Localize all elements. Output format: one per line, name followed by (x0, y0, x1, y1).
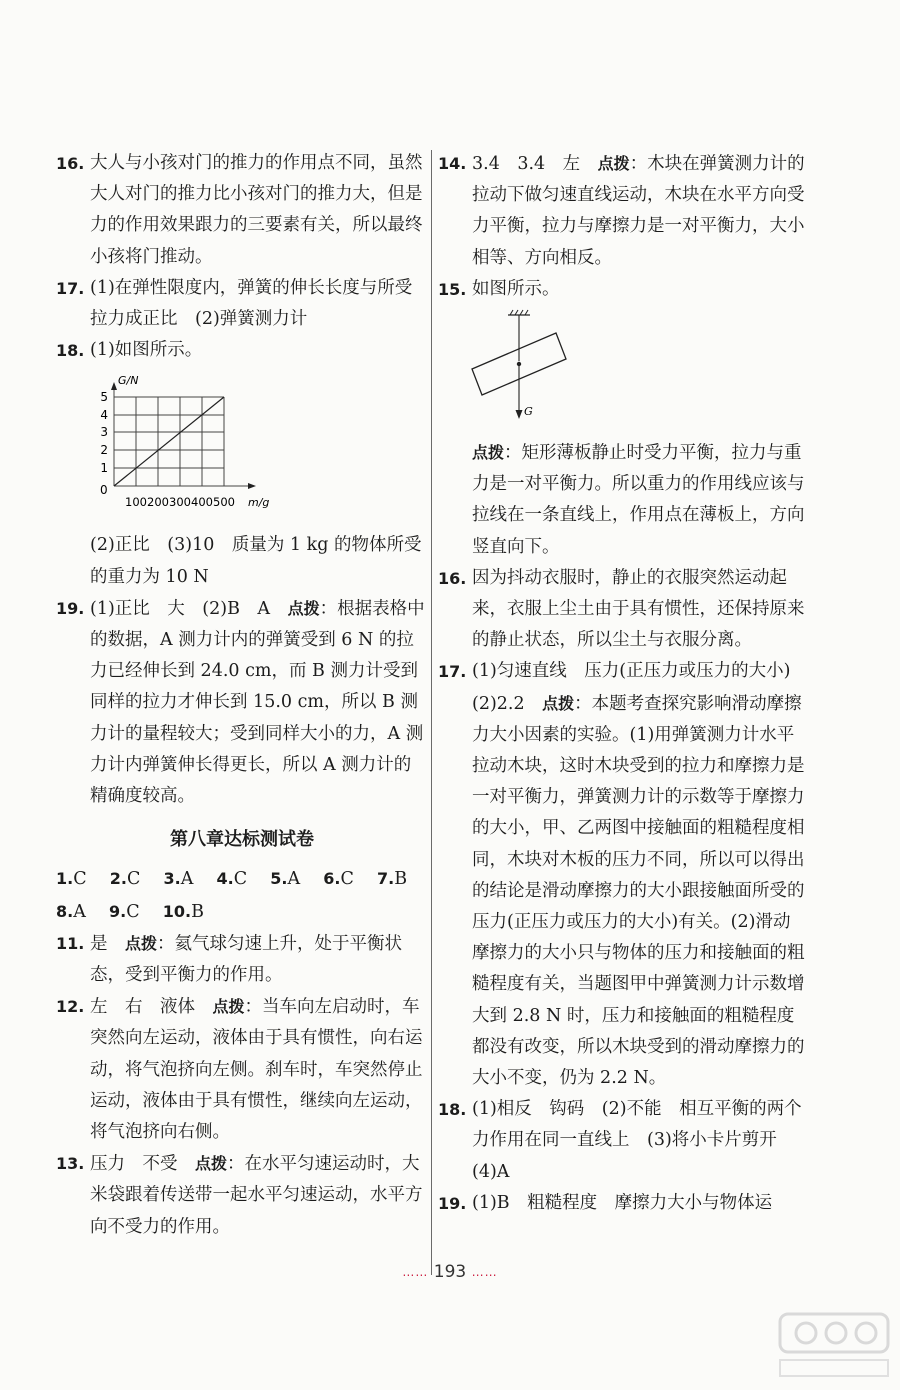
x-tick-400: 400 (191, 495, 213, 510)
y-axis-label: G/N (118, 374, 139, 388)
left-column (56, 148, 428, 1243)
answer-15-explanation: 点拨：矩形薄板静止时受力平衡，拉力与重力是一对平衡力。所以重力的作用线应该与拉线在一条直线上，作用点在薄板上，方向竖直向下。 (472, 443, 805, 557)
watermark-logo-icon (776, 1310, 892, 1380)
answer-11: 11. 是 点拨：氦气球匀速上升，处于平衡状态，受到平衡力的作用。 (56, 933, 403, 986)
y-tick-2: 2 (100, 443, 108, 458)
answer-13: 13. 压力 不受 点拨：在水平匀速运动时，大米袋跟着传送带一起水平匀速运动，水平方向不受力的作用。 (56, 1154, 423, 1237)
answer-15: 15. 如图所示。 (438, 278, 560, 299)
x-tick-100: 100 (125, 495, 147, 510)
y-tick-3: 3 (100, 425, 108, 440)
y-tick-5: 5 (100, 390, 108, 405)
answer-19-right: 19. (1)B 粗糙程度 摩擦力大小与物体运 (438, 1192, 773, 1213)
answer-16: 16. 大人与小孩对门的推力的作用点不同，虽然大人对门的推力比小孩对门的推力大，但是力的作用效果跟力的三要素有关，所以最终小孩将门推动。 (56, 153, 423, 267)
answer-18-continued: (2)正比 (3)10 质量为 1 kg 的物体所受的重力为 10 N (90, 535, 422, 587)
answer-14: 14. 3.4 3.4 左 点拨：木块在弹簧测力计的拉动下做匀速直线运动，木块在水平方向受力平衡，拉力与摩擦力是一对平衡力，大小相等、方向相反。 (438, 154, 805, 268)
answer-16-right: 16. 因为抖动衣服时，静止的衣服突然运动起来，衣服上尘土由于具有惯性，还保持原来的静止状态，所以尘土与衣服分离。 (438, 567, 805, 651)
section-heading: 第八章达标测试卷 (170, 829, 314, 851)
gravity-label: G (524, 405, 533, 419)
x-tick-500: 500 (213, 495, 235, 510)
answer-17: 17. (1)在弹性限度内，弹簧的伸长长度与所受拉力成正比 (2)弹簧测力计 (56, 277, 413, 330)
y-tick-1: 1 (100, 461, 108, 476)
right-column (438, 148, 806, 1219)
g-m-graph (90, 370, 428, 524)
proportional-line (114, 397, 224, 486)
x-tick-300: 300 (169, 495, 191, 510)
hanging-plate-diagram (468, 309, 806, 431)
answer-12: 12. 左 右 液体 点拨：当车向左启动时，车突然向左运动，液体由于具有惯性，向右运动，将气泡挤向左侧。刹车时，车突然停止运动，液体由于具有惯性，继续向左运动，将气泡挤向右侧。 (56, 997, 423, 1143)
origin-label: 0 (100, 483, 108, 498)
column-divider (431, 150, 432, 1275)
page-number: …… 193 …… (402, 1262, 498, 1282)
x-tick-200: 200 (147, 495, 169, 510)
choice-answers-row-1: 1.C 2.C 3.A 4.C 5.A 6.C 7.B (56, 869, 408, 890)
hanging-plate-svg (468, 309, 588, 427)
y-tick-4: 4 (100, 408, 108, 423)
answer-17-right: 17. (1)匀速直线 压力(正压力或压力的大小) (2)2.2 点拨：本题考查探究影响滑动摩擦力大小因素的实验。(1)用弹簧测力计水平拉动木块，这时木块受到的拉力和摩擦力是一对平衡力，弹簧测力计的示数等于摩擦力的大小，甲、乙两图中接触面的粗糙程度相同，木块对木板的压力不同，所以可以得出的结论是滑动摩擦力的大小跟接触面所受的压力(正压力或压力的大小)有关。(2)滑动摩擦力的大小只与物体的压力和接触面的粗糙程度有关，当题图甲中弹簧测力计示数增大到 2.8 N 时，压力和接触面的粗糙程度都没有改变，所以木块受到的滑动摩擦力的大小不变，仍为 2.2 N。 (438, 661, 808, 1089)
answer-19: 19. (1)正比 大 (2)B A 点拨：根据表格中的数据，A 测力计内的弹簧受到 6 N 的拉力已经伸长到 24.0 cm，而 B 测力计受到同样的拉力才伸长到 15.0 cm，所以 B 测力计的量程较大；受到同样大小的力，A 测力计内弹簧伸长得更长，所以 A 测力计的精确度较高。 (56, 598, 425, 807)
choice-answers-row-2: 8.A 9.C 10.B (56, 901, 204, 922)
answer-18: 18. (1)如图所示。 (56, 340, 203, 361)
answer-18-right: 18. (1)相反 钩码 (2)不能 相互平衡的两个力作用在同一直线上 (3)将小卡片剪开 (4)A (438, 1099, 802, 1182)
g-m-graph-svg (90, 370, 280, 520)
x-axis-label: m/g (248, 496, 270, 510)
